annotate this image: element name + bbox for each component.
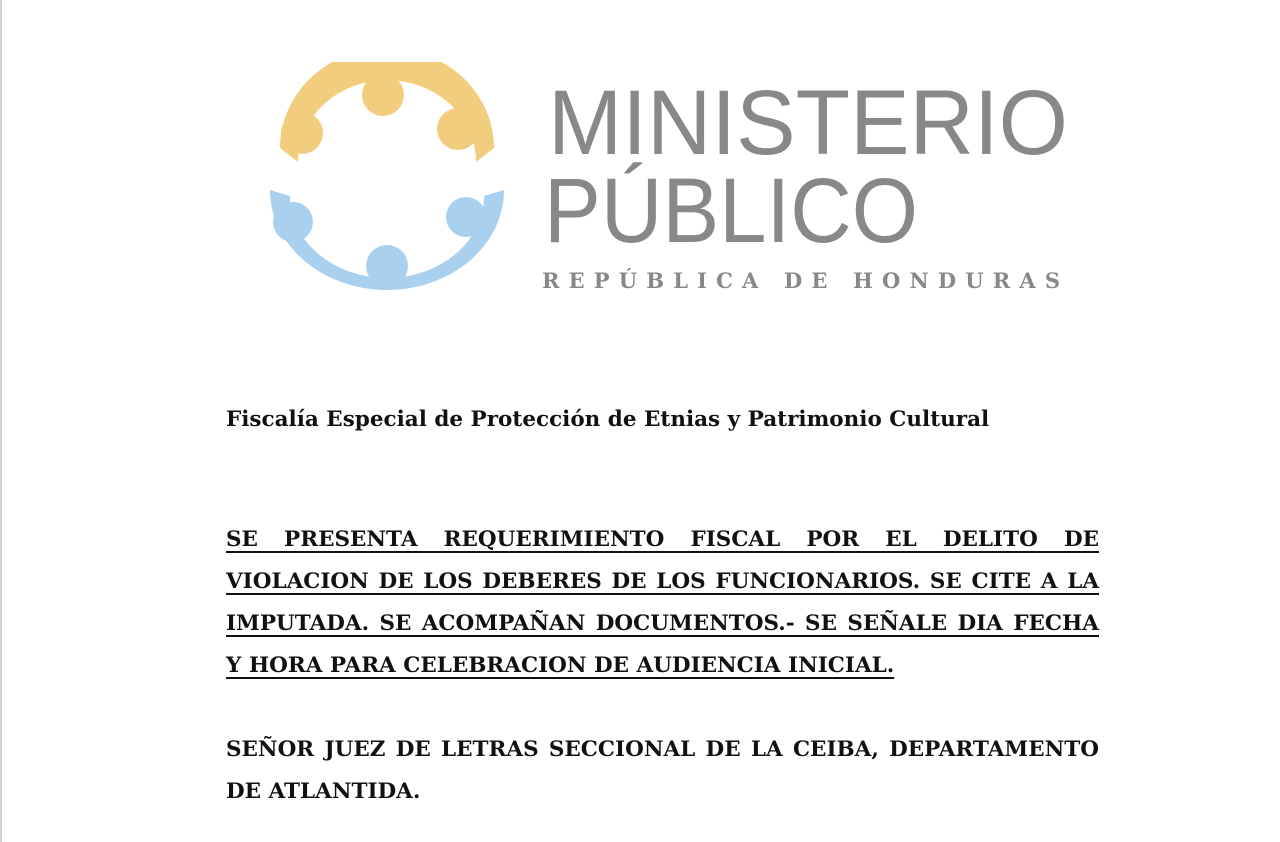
ministerio-publico-logo (262, 62, 1082, 302)
document-subject (226, 519, 1099, 687)
office-name: Fiscalía Especial de Protección de Etnias y Patrimonio Cultural (226, 407, 990, 432)
logo-country: REPÚBLICA DE HONDURAS (542, 268, 1060, 292)
people-circle-emblem-icon (262, 62, 512, 302)
ministerio-publico-wordmark (538, 72, 1078, 292)
document-subject-text: SE PRESENTA REQUERIMIENTO FISCAL POR EL DELITO DE VIOLACION DE LOS DEBERES DE LOS FUNCIONARIOS. SE CITE A LA IMPUTADA. SE ACOMPAÑAN DOCUMENTOS.- SE SEÑALE DIA FECHA Y HORA PARA CELEBRACION DE AUDIENCIA INICIAL. (226, 527, 1099, 678)
document-addressee: SEÑOR JUEZ DE LETRAS SECCIONAL DE LA CEIBA, DEPARTAMENTO DE ATLANTIDA. (226, 737, 1099, 804)
logo-name-line1: MINISTERIO (548, 72, 1068, 174)
logo-name-line2: PÚBLICO (544, 160, 918, 262)
page-left-border (0, 0, 2, 842)
